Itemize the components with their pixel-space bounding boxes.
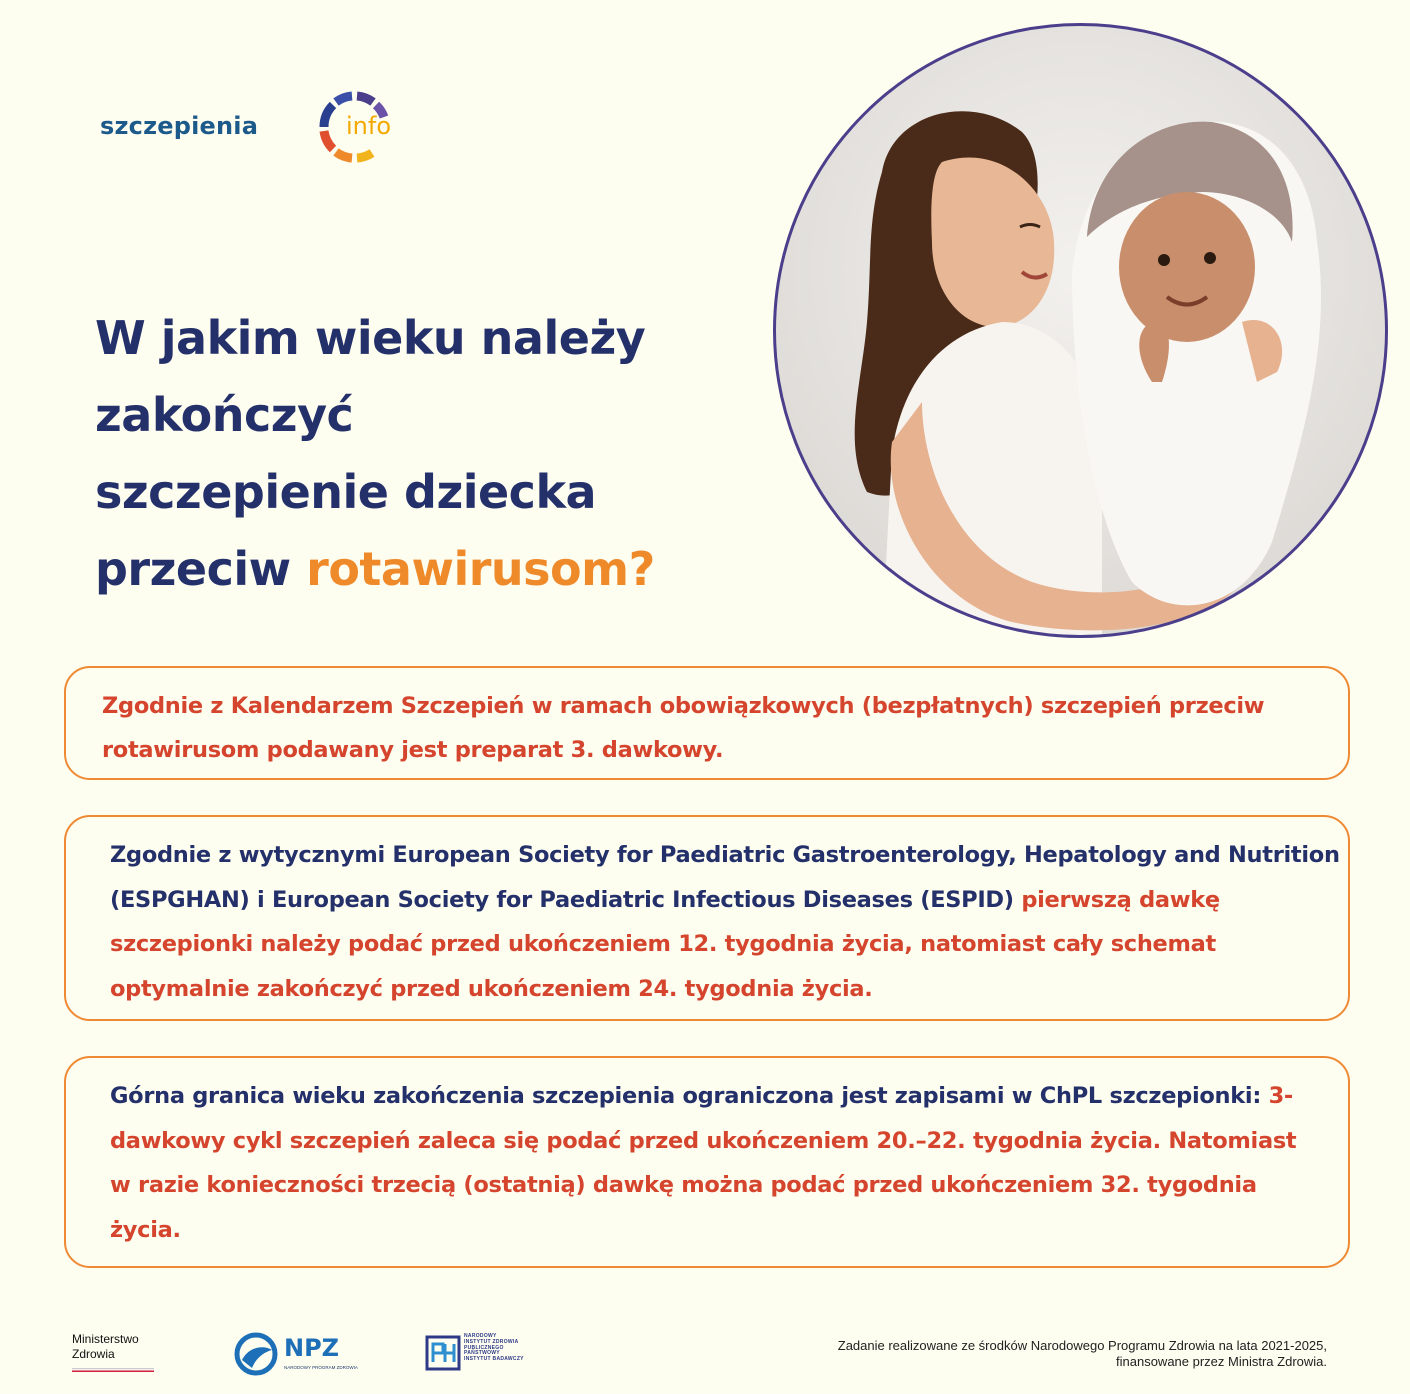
funding-line-1: Zadanie realizowane ze środków Narodowego Programu Zdrowia na lata 2021-2025, xyxy=(837,1338,1327,1353)
card-2-red-text: pierwszą dawkę szczepionki należy podać przed ukończeniem 12. tygodnia życia, natomiast cały schemat optymalnie zakończyć przed ukończeniem 24. tygodnia życia. xyxy=(110,886,1220,1002)
page-title xyxy=(95,300,775,608)
logo-info-text: info xyxy=(346,112,392,140)
funding-line-2: finansowane przez Ministra Zdrowia. xyxy=(1116,1354,1327,1369)
card-1-text xyxy=(102,684,1332,772)
card-2-navy-text: Zgodnie z wytycznymi European Society for Paediatric Gastroenterology, Hepatology and Nutrition (ESPGHAN) i European Society for Paediatric Infectious Diseases (ESPID) xyxy=(110,842,1340,913)
nizp-emblem-icon xyxy=(424,1334,462,1372)
footer xyxy=(0,1318,1410,1394)
info-card-guidelines xyxy=(64,815,1350,1021)
npz-emblem-icon xyxy=(234,1332,278,1376)
mother-and-baby-photo xyxy=(772,22,1389,639)
funding-note xyxy=(838,1338,1327,1370)
logo-wordmark: szczepienia xyxy=(100,112,259,140)
title-line-4-prefix: przeciw xyxy=(95,542,307,596)
mz-line-2: Zdrowia xyxy=(72,1347,115,1361)
title-line-1: W jakim wieku należy xyxy=(95,311,646,365)
npz-logo xyxy=(234,1332,358,1376)
title-accent-word: rotawirusom? xyxy=(306,542,655,596)
npz-wordmark: NPZ xyxy=(284,1334,340,1362)
npz-subtitle: NARODOWY PROGRAM ZDROWIA xyxy=(284,1365,358,1370)
card-2-text xyxy=(110,833,1340,1011)
title-line-2: zakończyć xyxy=(95,388,354,442)
card-3-navy-text: Górna granica wieku zakończenia szczepienia ograniczona jest zapisami w ChPL szczepionki: xyxy=(110,1083,1269,1109)
card-3-text xyxy=(110,1074,1310,1252)
info-card-age-limit xyxy=(64,1056,1350,1268)
szczepienia-info-logo xyxy=(100,86,420,166)
mz-line-1: Ministerstwo xyxy=(72,1332,139,1346)
ministerstwo-zdrowia-logo xyxy=(72,1332,154,1372)
title-line-3: szczepienie dziecka xyxy=(95,465,597,519)
card-3-red-text: 3-dawkowy cykl szczepień zaleca się podać przed ukończeniem 20.–22. tygodnia życia. Natomiast w razie konieczności trzecią (ostatnią) dawkę można podać przed ukończeniem 32. tygodnia życia. xyxy=(110,1083,1297,1243)
card-1-red-text: Zgodnie z Kalendarzem Szczepień w ramach obowiązkowych (bezpłatnych) szczepień przeciw rotawirusom podawany jest preparat 3. dawkowy. xyxy=(102,693,1265,763)
nizp-logo xyxy=(424,1332,524,1382)
mz-flag-line xyxy=(72,1368,154,1372)
info-card-calendar xyxy=(64,666,1350,780)
nizp-text: NARODOWY INSTYTUT ZDROWIA PUBLICZNEGO PAŃSTWOWY INSTYTUT BADAWCZY xyxy=(464,1333,524,1363)
